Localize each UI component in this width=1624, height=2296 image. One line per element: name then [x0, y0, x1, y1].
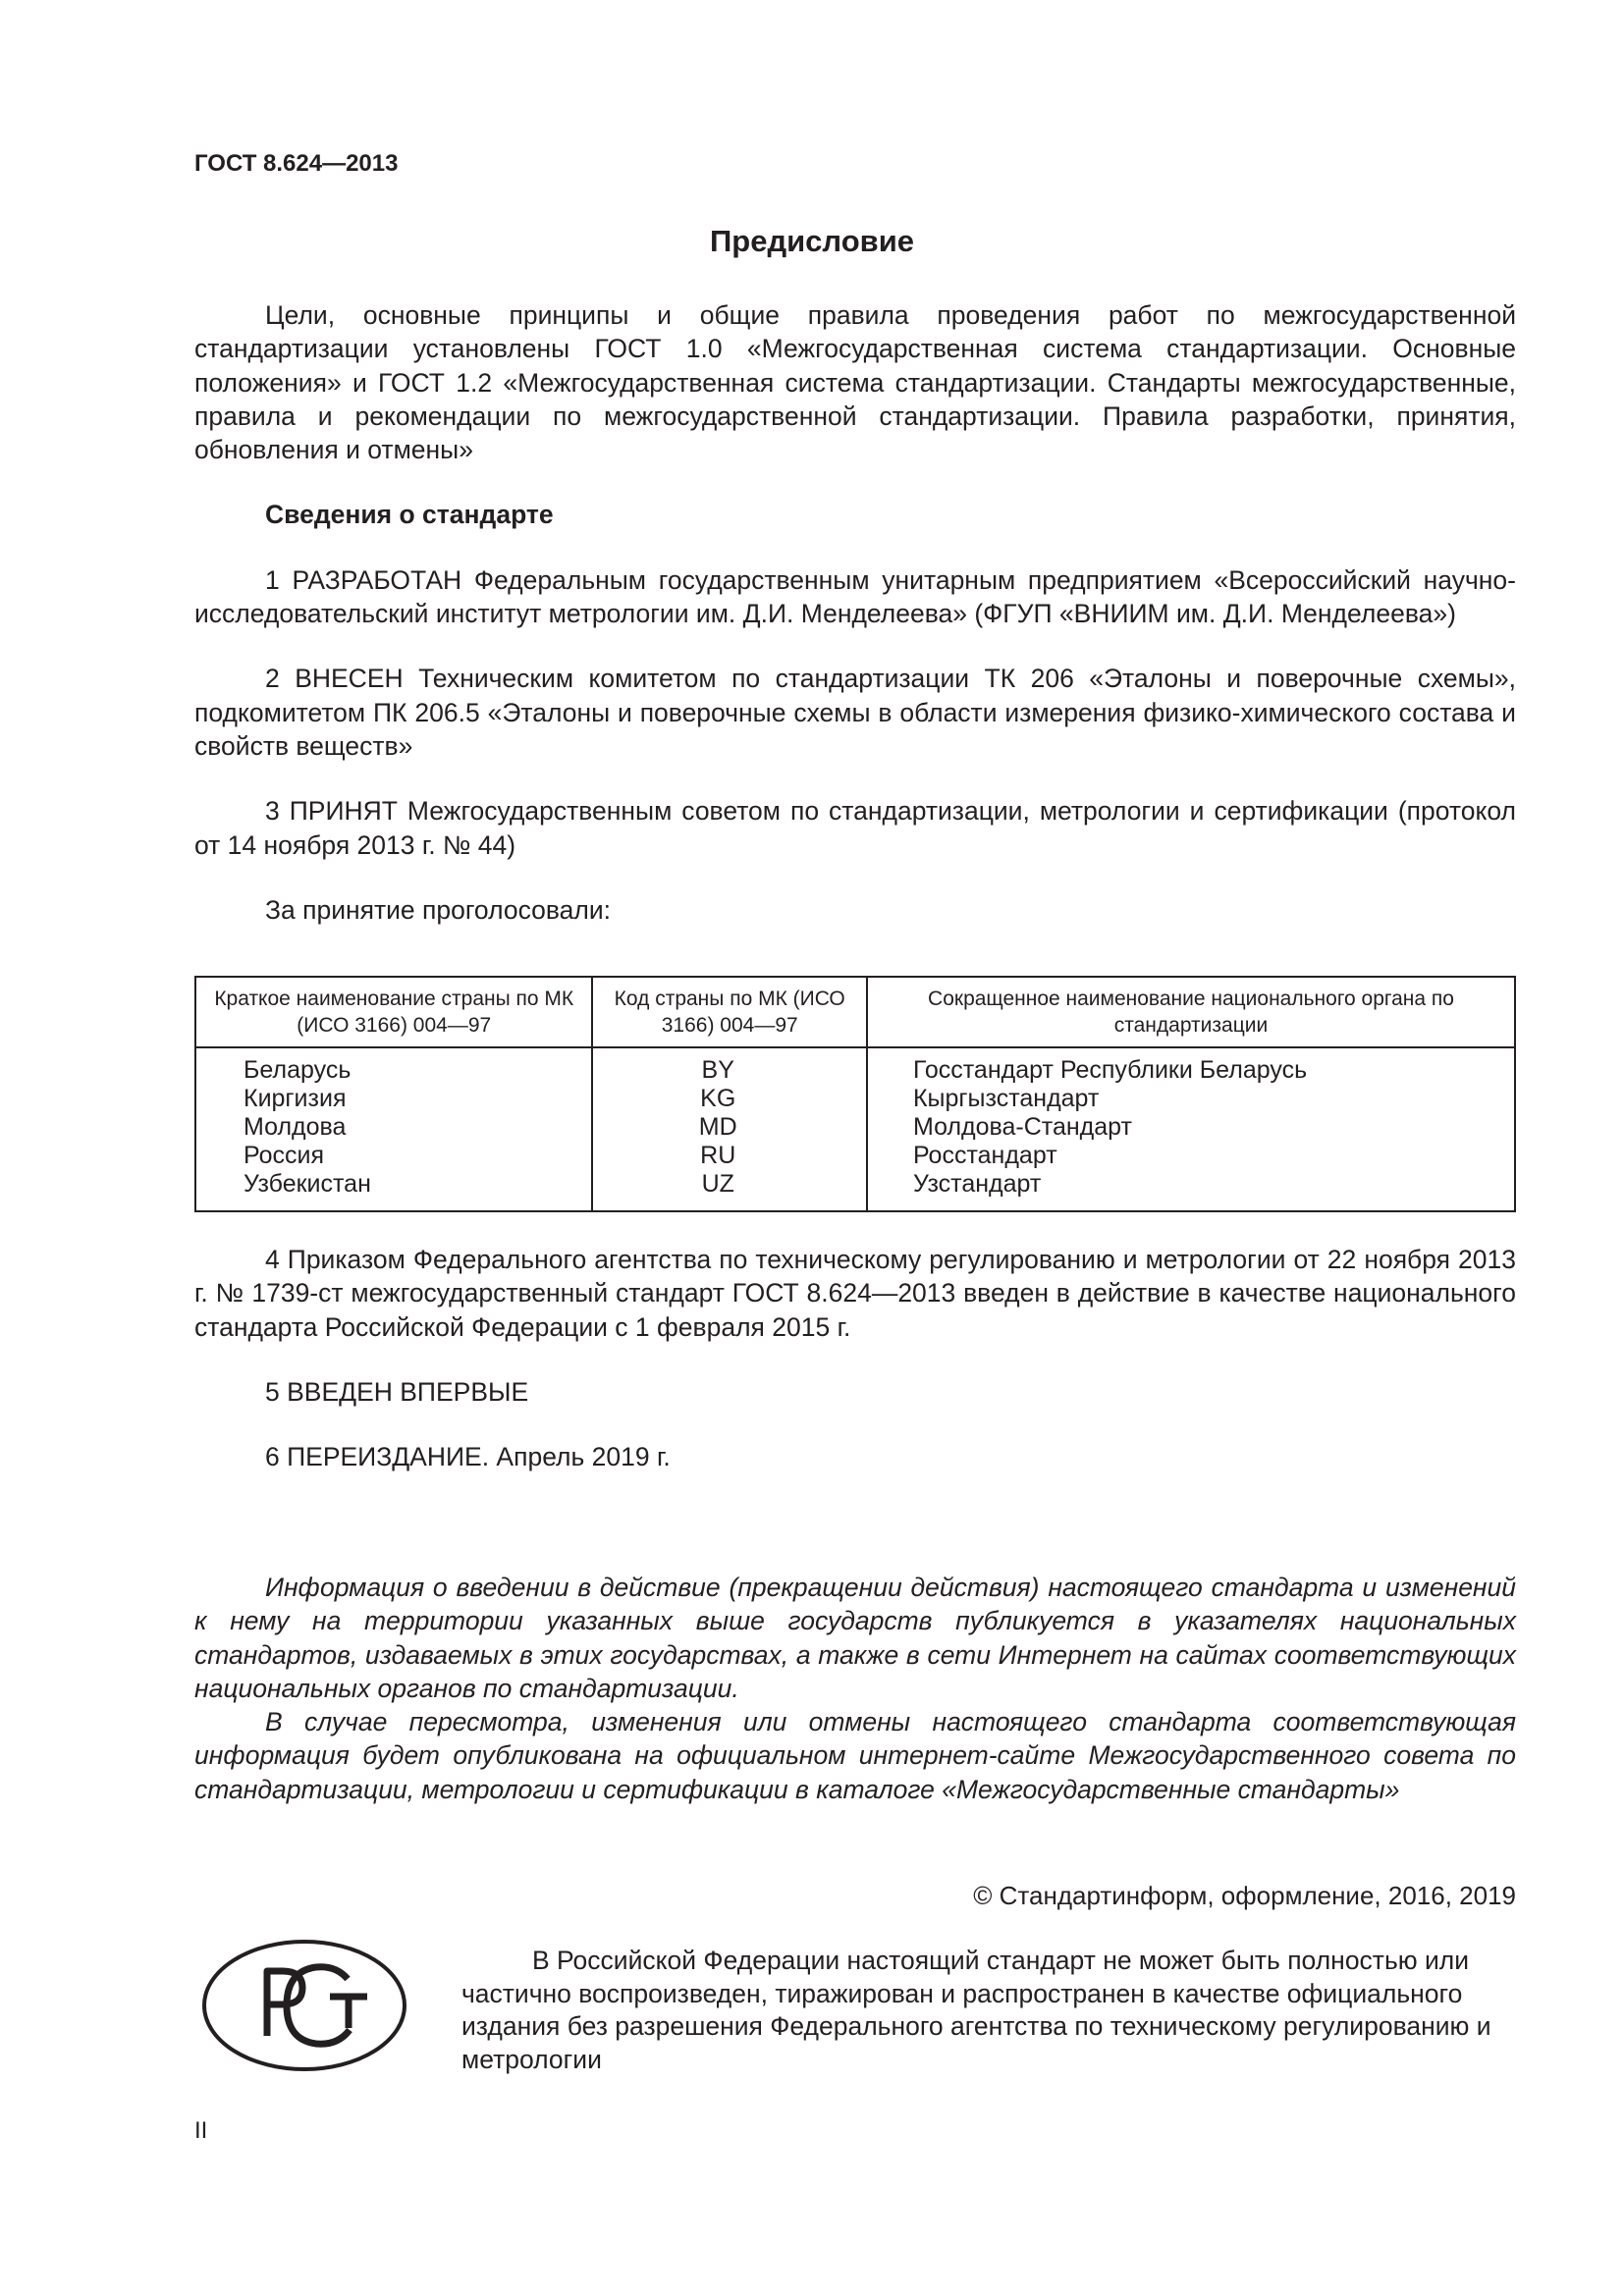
notice-info-paragraph: Информация о введении в действие (прекращении действия) настоящего стандарта и изменений к нему на территории указанных выше государств публикуется в указателях национальных стандартов, издаваемых в этих государствах, а также в сети Интернет на сайтах соответствующих национальных органов по стандартизации.: [194, 1573, 1516, 1703]
country-cell: Молдова: [244, 1113, 347, 1141]
item-reissue: 6 ПЕРЕИЗДАНИЕ. Апрель 2019 г.: [265, 1442, 671, 1472]
country-cell: Узбекистан: [244, 1170, 371, 1198]
organization-cell: Молдова-Стандарт: [867, 1113, 1515, 1142]
table-row: [195, 1142, 1515, 1170]
country-code-cell: UZ: [592, 1170, 867, 1211]
country-code-cell: RU: [592, 1142, 867, 1170]
organization-cell: Росстандарт: [867, 1142, 1515, 1170]
rst-certification-emblem: [200, 1938, 408, 2073]
organization-cell: Узстандарт: [867, 1170, 1515, 1211]
license-notice-text: В Российской Федерации настоящий стандарт не может быть полностью или частично воспроизведен, тиражирован и распространен в качестве официального издания без разрешения Федерального агентства по техническому регулированию и метрологии: [461, 1946, 1491, 2074]
item-developed: 1 РАЗРАБОТАН Федеральным государственным унитарным предприятием «Всероссийский научно-исследовательский институт метрологии им. Д.И. Менделеева» (ФГУП «ВНИИМ им. Д.И. Менделеева»): [194, 564, 1516, 629]
table-header-row: [195, 977, 1515, 1047]
standard-info-heading: Сведения о стандарте: [265, 500, 554, 530]
country-cell: Россия: [244, 1142, 324, 1169]
item-order: 4 Приказом Федерального агентства по техническому регулированию и метрологии от 22 ноября 2013 г. № 1739-ст межгосударственный стандарт ГОСТ 8.624—2013 введен в действие в качестве национального стандарта Российской Федерации с 1 февраля 2015 г.: [194, 1245, 1516, 1342]
column-header-code: Код страны по МК (ИСО 3166) 004—97: [592, 977, 867, 1047]
item-adopted: 3 ПРИНЯТ Межгосударственным советом по стандартизации, метрологии и сертификации (протокол от 14 ноября 2013 г. № 44): [194, 796, 1516, 860]
column-header-organization: Сокращенное наименование национального органа по стандартизации: [867, 977, 1515, 1047]
table-row: [195, 1085, 1515, 1113]
country-cell: Беларусь: [244, 1056, 352, 1084]
document-code-header: ГОСТ 8.624—2013: [194, 150, 399, 177]
item-first-time: 5 ВВЕДЕН ВПЕРВЫЕ: [265, 1376, 529, 1407]
copyright-line: © Стандартинформ, оформление, 2016, 2019: [973, 1881, 1516, 1910]
organization-cell: Госстандарт Республики Беларусь: [867, 1047, 1515, 1085]
voting-countries-table: [194, 976, 1516, 1212]
license-notice: [461, 1945, 1516, 2076]
foreword-top-section: [194, 298, 1516, 927]
notice-revision-paragraph: В случае пересмотра, изменения или отмены настоящего стандарта соответствующая информация будет опубликована на официальном интернет-сайте Межгосударственного совета по стандартизации, метрологии и сертификации в каталоге «Межгосударственные стандарты»: [194, 1707, 1516, 1804]
notices-section: [194, 1571, 1516, 1806]
item-introduced: 2 ВНЕСЕН Техническим комитетом по стандартизации ТК 206 «Эталоны и поверочные схемы», подкомитетом ПК 206.5 «Эталоны и поверочные схемы в области измерения физико-химического состава и свойств веществ»: [194, 664, 1516, 761]
page-number: II: [194, 2117, 208, 2144]
intro-paragraph: Цели, основные принципы и общие правила проведения работ по межгосударственной стандартизации установлены ГОСТ 1.0 «Межгосударственная система стандартизации. Основные положения» и ГОСТ 1.2 «Межгосударственная система стандартизации. Стандарты межгосударственные, правила и рекомендации по межгосударственной стандартизации. Правила разработки, принятия, обновления и отмены»: [194, 300, 1516, 465]
table-row: [195, 1170, 1515, 1211]
country-cell: Киргизия: [244, 1085, 347, 1112]
table-row: [195, 1113, 1515, 1142]
voted-label: За принятие проголосовали:: [265, 894, 612, 925]
foreword-bottom-section: [194, 1243, 1516, 1473]
country-code-cell: MD: [592, 1113, 867, 1142]
page-title: Предисловие: [709, 224, 914, 258]
table-row: [195, 1047, 1515, 1085]
organization-cell: Кыргызстандарт: [867, 1085, 1515, 1113]
country-code-cell: KG: [592, 1085, 867, 1113]
column-header-country: Краткое наименование страны по МК (ИСО 3166) 004—97: [195, 977, 592, 1047]
country-code-cell: BY: [592, 1047, 867, 1085]
